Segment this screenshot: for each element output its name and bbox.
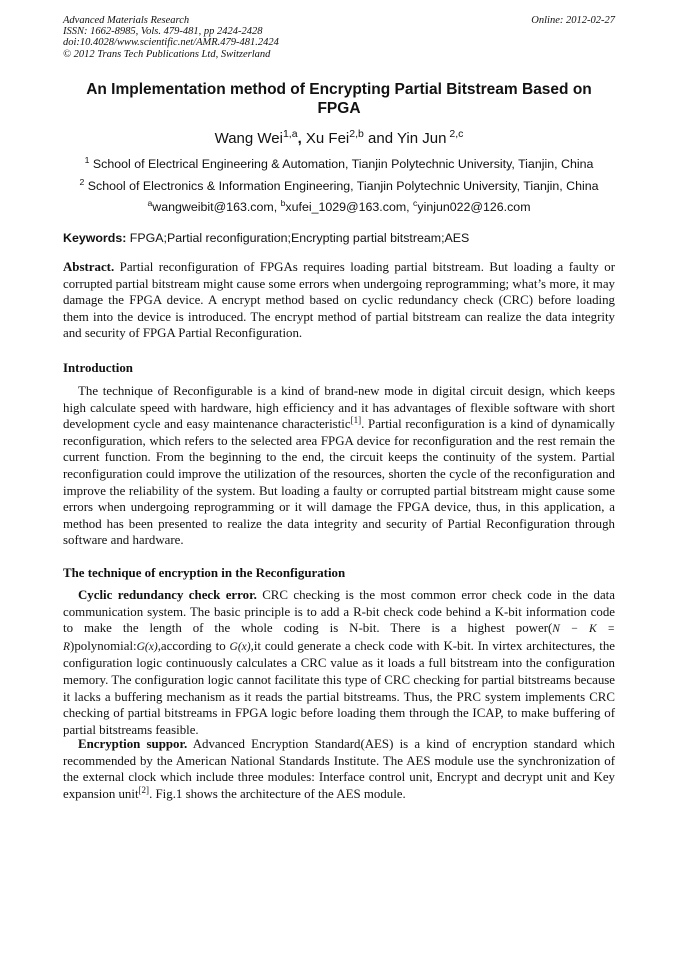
author-1-mark: 1,a xyxy=(282,128,298,141)
affiliation-1-mark: 1 xyxy=(84,155,90,166)
crc-text-2: )polynomial: xyxy=(70,638,137,653)
encryption-text-1: Advanced Encryption Standard(AES) is a kind of encryption standard which recommended by the American National Standards Institute. The AES module use the synchronization of the external clock which include three modules: Interface control unit, Encrypt and decrypt unit and Key expansion unit xyxy=(63,737,615,801)
affiliation-1-text: School of Electrical Engineering & Automation, Tianjin Polytechnic University, Tianjin, China xyxy=(89,157,594,171)
journal-issn: ISSN: 1662-8985, Vols. 479-481, pp 2424-2428 xyxy=(63,26,263,38)
abstract-label: Abstract. xyxy=(63,260,115,274)
keywords-label: Keywords: xyxy=(63,231,127,245)
email-c: yinjun022@126.com xyxy=(417,200,531,214)
encryption-body xyxy=(63,736,615,802)
crc-polynomial-1: G(x) xyxy=(136,640,158,653)
affiliation-1 xyxy=(63,157,615,172)
keywords-text: FPGA;Partial reconfiguration;Encrypting partial bitstream;AES xyxy=(126,231,470,245)
journal-copyright: © 2012 Trans Tech Publications Ltd, Switzerland xyxy=(63,48,271,60)
author-3: Yin Jun xyxy=(396,130,447,147)
introduction-text-2: . Partial reconfiguration is a kind of dynamically reconfiguration, which refers to the selected area FPGA device for reconfiguration and the rest remain the current function. From the beginning to the end, the circuit keeps the continuity of the system. Partial reconfiguration could improve the utilization of the resources, shorten the cycle of the reconfiguration and improve the reliability of the system. But loading a faulty or corrupted partial bitstream might cause some errors when undergoing reprogramming or it will damage the FPGA device, thus, in this application, a method has been presented to realize the data integrity and security of Partial Reconfiguration through software and hardware. xyxy=(63,417,615,548)
crc-text-3: ,according to xyxy=(157,638,230,653)
author-3-mark: 2,c xyxy=(446,128,464,141)
encryption-label: Encryption suppor. xyxy=(78,737,188,751)
crc-paragraph xyxy=(63,587,615,738)
abstract xyxy=(63,259,615,342)
author-separator: , xyxy=(297,130,306,147)
journal-header xyxy=(63,15,615,60)
author-2-mark: 2,b xyxy=(349,128,364,141)
citation-1: [1] xyxy=(350,415,362,426)
crc-text-1: CRC checking is the most common error check code in the data communication system. The basic principle is to add a R-bit check code behind a K-bit information code to make the length of the whole coding is N-bit. There is a highest power( xyxy=(63,588,615,636)
email-b-mark: b xyxy=(280,198,286,209)
crc-formula: N − K = R xyxy=(63,623,615,653)
encryption-text-2: . Fig.1 shows the architecture of the AES module. xyxy=(149,786,406,801)
crc-text-4: ,it could generate a check code with K-bit. In virtex architectures, the configuration logic continuously calculates a CRC value as it loads a full bitstream into the configuration memory. The configuration logic cannot facilitate this type of CRC checking for partial bitstreams because it lacks a buffering mechanism as it reads the partial bitstreams. Thus, the PRC system implements CRC checking of partial bitstreams in FPGA logic before loading them through the ICAP, to make buffering of partial bitstreams feasible. xyxy=(63,638,615,737)
email-b: xufei_1029@163.com, xyxy=(285,200,414,214)
author-1: Wang Wei xyxy=(214,130,283,147)
abstract-text: Partial reconfiguration of FPGAs requires loading partial bitstream. But loading a faulty or corrupted partial bitstream might cause some errors when undergoing reprogramming; what’s more, it may damage the FPGA device. A encrypt method based on cyclic redundancy check (CRC) before loading them into the device is introduced. The encrypt method of partial bitstream can realize the data integrity and security of FPGA Partial Reconfiguration. xyxy=(63,260,615,341)
email-c-mark: c xyxy=(413,198,418,209)
keywords xyxy=(63,231,615,246)
online-date: Online: 2012-02-27 xyxy=(531,15,615,26)
author-line xyxy=(63,130,615,148)
author-and: and xyxy=(363,130,397,147)
email-line xyxy=(63,200,615,215)
affiliation-2-text: School of Electronics & Information Engineering, Tianjin Polytechnic University, Tianjin, China xyxy=(84,179,599,193)
affiliation-2 xyxy=(63,179,615,194)
introduction-heading: Introduction xyxy=(63,361,133,375)
journal-name: Advanced Materials Research xyxy=(63,15,190,26)
encryption-paragraph xyxy=(63,736,615,802)
crc-body xyxy=(63,587,615,738)
journal-doi: doi:10.4028/www.scientific.net/AMR.479-481.2424 xyxy=(63,37,279,49)
crc-polynomial-2: G(x) xyxy=(229,640,251,653)
affiliation-2-mark: 2 xyxy=(79,177,85,188)
paper-title: An Implementation method of Encrypting Partial Bitstream Based on FPGA xyxy=(86,81,592,117)
citation-2: [2] xyxy=(138,784,150,795)
email-a-mark: a xyxy=(147,198,153,209)
introduction-paragraph xyxy=(63,383,615,549)
introduction-body xyxy=(63,383,615,549)
author-2: Xu Fei xyxy=(305,130,350,147)
introduction-text-1: The technique of Reconfigurable is a kind of brand-new mode in digital circuit design, which keeps high calculate speed with hardware, high efficiency and it has advantages of flexible software with short development cycle and easy maintenance characteristic xyxy=(63,384,615,432)
crc-label: Cyclic redundancy check error. xyxy=(78,588,257,602)
section-2-heading: The technique of encryption in the Reconfiguration xyxy=(63,566,346,580)
email-a: wangweibit@163.com, xyxy=(152,200,281,214)
